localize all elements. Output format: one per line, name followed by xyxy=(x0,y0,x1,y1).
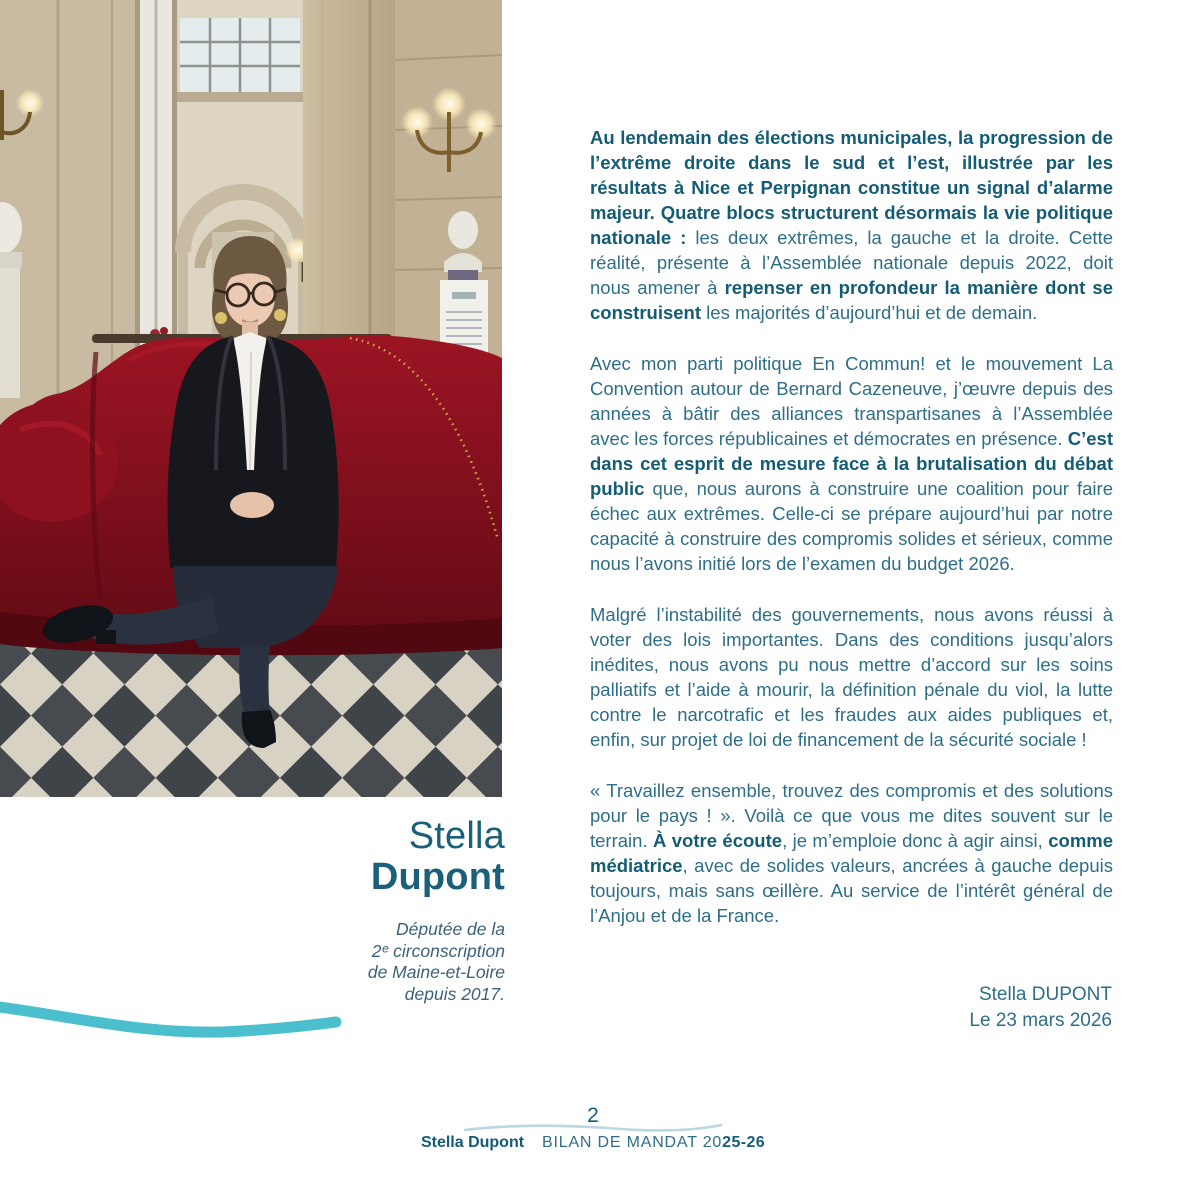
paragraph xyxy=(590,125,1113,325)
text-run: comme médiatrice xyxy=(590,830,1114,876)
deputy-subtitle-line: depuis 2017. xyxy=(404,983,505,1004)
deputy-subtitle-line: 2ᵉ circonscription xyxy=(371,940,505,961)
photo-scene xyxy=(0,0,502,797)
photo-bust-left xyxy=(0,202,22,398)
footer-page-number: 2 xyxy=(587,1104,599,1127)
text-run: les majorités d’aujourd’hui et de demain. xyxy=(701,302,1038,323)
text-run: les deux extrêmes, la gauche et la droite. Cette réalité, présente à l’Assemblée nationale depuis 2022, doit nous amener à xyxy=(590,227,1113,298)
text-run: repenser en profondeur la manière dont se construisent xyxy=(590,277,1113,323)
deputy-name-block xyxy=(145,816,505,1005)
signature-name: Stella DUPONT xyxy=(978,984,1112,1005)
text-run: « Travaillez ensemble, trouvez des compromis et des solutions pour le pays ! ». Voilà ce que vous me dites souvent sur le terrain. xyxy=(590,780,1113,851)
deputy-subtitle-line: de Maine-et-Loire xyxy=(367,962,505,982)
text-run: , je m’emploie donc à agir ainsi, xyxy=(782,830,1049,851)
deputy-last-name: Dupont xyxy=(370,856,505,898)
footer-report-title-bold: 25-26 xyxy=(722,1134,766,1151)
footer-title-line xyxy=(420,1134,766,1152)
signature-date: Le 23 mars 2026 xyxy=(969,1010,1112,1031)
text-run: que, nous aurons à construire une coalition pour faire échec aux extrêmes. Celle-ci se prépare aujourd’hui par notre capacité à construire des compromis solides et sérieux, comme nous l’avons initié lors de l’examen du budget 2026. xyxy=(590,478,1113,574)
paragraph xyxy=(590,351,1113,576)
text-run: Malgré l’instabilité des gouvernements, nous avons réussi à voter des lois importantes. Dans des conditions jusqu’alors inédites, nous avons pu nous mettre d’accord sur les soins palliatifs et l’aide à mourir, la définition pénale du viol, la lutte contre le narcotrafic et les fraudes aux aides publiques et, enfin, sur projet de loi de financement de la sécurité sociale ! xyxy=(590,604,1113,750)
deputy-subtitle xyxy=(145,919,505,1005)
wave-decoration xyxy=(0,994,350,1040)
deputy-photo xyxy=(0,0,502,797)
text-run: , avec de solides valeurs, ancrées à gauche depuis toujours, mais sans œillère. Au service de l’intérêt général de l’Anjou et de la France. xyxy=(590,855,1113,926)
text-run: Au lendemain des élections municipales, la progression de l’extrême droite dans le sud et l’est, illustrée par les résultats à Nice et Perpignan constitue un signal d’alarme majeur. Quatre blocs structurent désormais la vie politique nationale : xyxy=(590,127,1113,248)
text-run: C’est dans cet esprit de mesure face à la brutalisation du débat public xyxy=(590,428,1113,499)
paragraph xyxy=(590,778,1113,928)
footer-report-title xyxy=(542,1134,765,1152)
text-run: À votre écoute xyxy=(653,830,783,851)
text-run: Avec mon parti politique En Commun! et le mouvement La Convention autour de Bernard Cazeneuve, j’œuvre depuis des années à bâtir des alliances transpartisanes à l’Assemblée avec les forces républicaines et démocrates en présence. xyxy=(590,353,1113,449)
footer-report-title-thin: BILAN DE MANDAT 20 xyxy=(542,1134,723,1151)
deputy-first-name: Stella xyxy=(408,815,505,857)
article-body xyxy=(590,125,1113,928)
paragraph xyxy=(590,602,1113,752)
deputy-subtitle-line: Députée de la xyxy=(396,919,505,939)
footer-deputy-name: Stella Dupont xyxy=(420,1134,525,1151)
footer xyxy=(420,1104,766,1152)
signature-block xyxy=(969,982,1112,1034)
